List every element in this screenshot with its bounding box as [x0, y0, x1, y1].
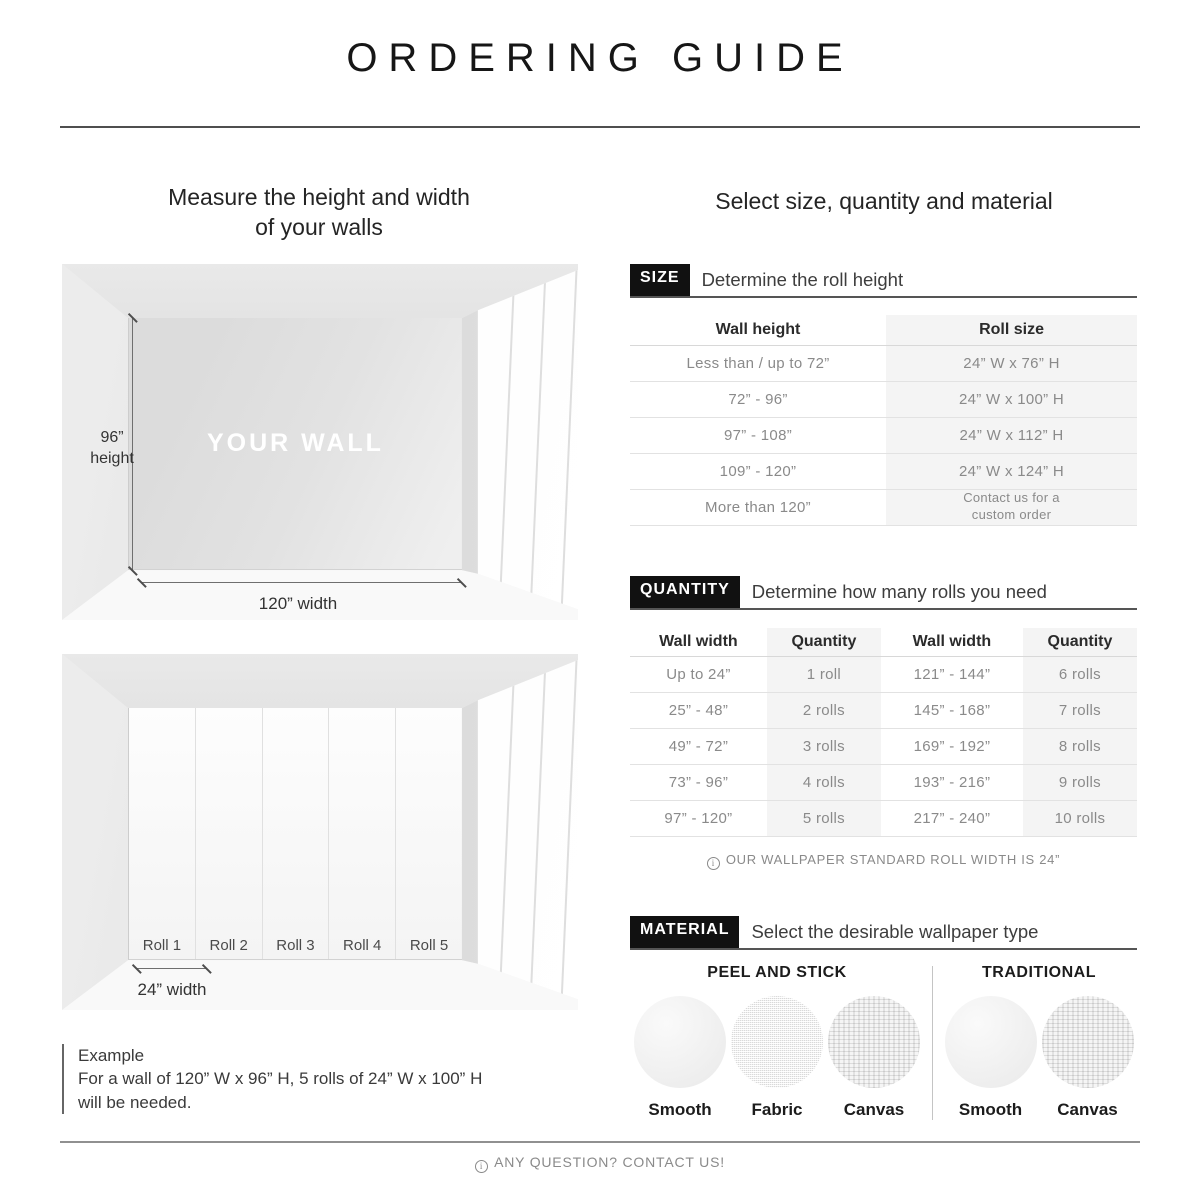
- window-mullion: [559, 264, 577, 620]
- qty-col-quantity-2: Quantity: [1023, 628, 1137, 656]
- quantity-table-row: [630, 692, 1137, 728]
- wall-width-cell: 49” - 72”: [630, 728, 767, 764]
- wall-height-cell: 97” - 108”: [630, 417, 886, 453]
- room-illustration-your-wall: [62, 264, 578, 620]
- roll-size-cell: [886, 489, 1137, 525]
- size-section-label: SIZE: [630, 264, 690, 296]
- wallpaper-panels: [129, 708, 462, 959]
- material-group-divider: [932, 966, 933, 1120]
- quantity-cell: 4 rolls: [767, 764, 881, 800]
- material-group-peel-and-stick: [630, 964, 924, 1120]
- footer-divider: [60, 1141, 1140, 1143]
- roll-size-cell: 24” W x 124” H: [886, 453, 1137, 489]
- wallpaper-panel: [129, 708, 196, 959]
- roll-label: Roll 5: [409, 937, 449, 955]
- size-table-row: [630, 381, 1137, 417]
- size-table: [630, 315, 1137, 526]
- left-heading-line1: Measure the height and width: [168, 184, 470, 210]
- example-line2: will be needed.: [78, 1092, 192, 1112]
- swatch-smooth: [634, 996, 726, 1120]
- quantity-cell: 2 rolls: [767, 692, 881, 728]
- height-word: height: [90, 449, 134, 467]
- material-section-label: MATERIAL: [630, 916, 739, 948]
- swatch-row: [630, 996, 924, 1120]
- room-back-wall: [128, 318, 462, 570]
- size-col-roll-size: Roll size: [886, 315, 1137, 345]
- quantity-section-label: QUANTITY: [630, 576, 740, 608]
- quantity-table-header-row: [630, 628, 1137, 656]
- footer-contact-note: [0, 1154, 1200, 1173]
- smooth-texture-swatch: [634, 996, 726, 1088]
- quantity-cell: 1 roll: [767, 656, 881, 692]
- swatch-label: Fabric: [751, 1100, 803, 1119]
- size-col-wall-height: Wall height: [630, 315, 886, 345]
- roll-size-cell: 24” W x 112” H: [886, 417, 1137, 453]
- quantity-cell: 5 rolls: [767, 800, 881, 836]
- example-title: Example: [78, 1046, 145, 1065]
- swatch-canvas: [1042, 996, 1134, 1120]
- wallpaper-panel: [396, 708, 462, 959]
- smooth-texture-swatch: [945, 996, 1037, 1088]
- height-dimension-label: [66, 428, 158, 470]
- swatch-row: [941, 996, 1137, 1120]
- window-mullion: [528, 264, 546, 620]
- quantity-table-row: [630, 764, 1137, 800]
- width-measure-line: [142, 582, 462, 583]
- room-back-wall: [128, 708, 462, 960]
- size-section: [630, 264, 1137, 526]
- quantity-cell: 9 rolls: [1023, 764, 1137, 800]
- custom-order-note: Contact us for a custom order: [963, 490, 1060, 522]
- info-icon: i: [707, 857, 720, 870]
- qty-col-quantity-1: Quantity: [767, 628, 881, 656]
- roll-size-cell: 24” W x 76” H: [886, 345, 1137, 381]
- wall-height-cell: 109” - 120”: [630, 453, 886, 489]
- canvas-texture-swatch: [828, 996, 920, 1088]
- qty-col-wall-width-1: Wall width: [630, 628, 767, 656]
- quantity-section: [630, 576, 1137, 870]
- title-divider: [60, 126, 1140, 128]
- material-group-name: PEEL AND STICK: [707, 964, 847, 981]
- quantity-section-header: [630, 576, 1137, 610]
- quantity-table-row: [630, 728, 1137, 764]
- wallpaper-panel: [263, 708, 330, 959]
- window-mullion: [498, 264, 516, 620]
- roll-size-cell: 24” W x 100” H: [886, 381, 1137, 417]
- quantity-cell: 8 rolls: [1023, 728, 1137, 764]
- canvas-texture-swatch: [1042, 996, 1134, 1088]
- wall-width-cell: 193” - 216”: [881, 764, 1023, 800]
- right-column-heading: Select size, quantity and material: [715, 188, 1053, 214]
- quantity-table-row: [630, 800, 1137, 836]
- size-table-row: [630, 453, 1137, 489]
- wall-height-cell: Less than / up to 72”: [630, 345, 886, 381]
- footer-contact-text: ANY QUESTION? CONTACT US!: [494, 1154, 725, 1170]
- wall-width-cell: 25” - 48”: [630, 692, 767, 728]
- window-mullion: [528, 654, 546, 1010]
- wall-height-cell: More than 120”: [630, 489, 886, 525]
- wallpaper-panel: [329, 708, 396, 959]
- roll-label: Roll 3: [276, 937, 315, 955]
- size-section-header: [630, 264, 1137, 298]
- room-illustration-rolls: [62, 654, 578, 1010]
- size-table-row: [630, 345, 1137, 381]
- window-mullion: [559, 654, 577, 1010]
- wall-width-cell: 145” - 168”: [881, 692, 1023, 728]
- window-mullion: [498, 654, 516, 1010]
- left-heading-line2: of your walls: [255, 214, 383, 241]
- swatch-label: Canvas: [1057, 1100, 1118, 1119]
- quantity-cell: 3 rolls: [767, 728, 881, 764]
- size-section-title: Determine the roll height: [701, 269, 904, 290]
- your-wall-label: YOUR WALL: [206, 428, 384, 457]
- swatch-smooth: [945, 996, 1037, 1120]
- height-value: 96”: [100, 429, 124, 446]
- material-section: [630, 916, 1137, 1120]
- page-title: ORDERING GUIDE: [346, 36, 854, 80]
- swatch-fabric: [731, 996, 823, 1120]
- wall-width-cell: 121” - 144”: [881, 656, 1023, 692]
- quantity-section-title: Determine how many rolls you need: [751, 581, 1047, 602]
- material-section-header: [630, 916, 1137, 950]
- fabric-texture-swatch: [731, 996, 823, 1088]
- wall-width-cell: 217” - 240”: [881, 800, 1023, 836]
- example-block: [62, 1044, 582, 1114]
- wallpaper-panel: [196, 708, 263, 959]
- roll-label: Roll 1: [142, 937, 182, 955]
- wall-width-cell: Up to 24”: [630, 656, 767, 692]
- quantity-cell: 6 rolls: [1023, 656, 1137, 692]
- quantity-table-row: [630, 656, 1137, 692]
- wall-height-cell: 72” - 96”: [630, 381, 886, 417]
- roll-label: Roll 4: [343, 937, 382, 955]
- swatch-label: Smooth: [648, 1100, 712, 1119]
- roll-label: Roll 2: [209, 937, 248, 955]
- size-table-row: [630, 417, 1137, 453]
- info-icon: i: [475, 1160, 488, 1173]
- wall-width-cell: 73” - 96”: [630, 764, 767, 800]
- size-table-header-row: [630, 315, 1137, 345]
- roll-width-note: [630, 852, 1137, 870]
- material-groups: [630, 964, 1137, 1120]
- qty-col-wall-width-2: Wall width: [881, 628, 1023, 656]
- roll-width-dimension-label: 24” width: [137, 980, 207, 999]
- size-table-row: [630, 489, 1137, 525]
- material-section-title: Select the desirable wallpaper type: [751, 921, 1039, 942]
- quantity-cell: 7 rolls: [1023, 692, 1137, 728]
- quantity-table: [630, 628, 1137, 837]
- swatch-label: Canvas: [843, 1100, 905, 1119]
- material-group-name: TRADITIONAL: [982, 964, 1096, 981]
- wall-width-cell: 97” - 120”: [630, 800, 767, 836]
- swatch-label: Smooth: [958, 1100, 1023, 1119]
- left-column-heading: [60, 182, 578, 243]
- wall-width-cell: 169” - 192”: [881, 728, 1023, 764]
- quantity-cell: 10 rolls: [1023, 800, 1137, 836]
- roll-width-measure-line: [137, 968, 207, 969]
- material-group-traditional: [941, 964, 1137, 1120]
- width-dimension-label: 120” width: [258, 594, 338, 613]
- swatch-canvas: [828, 996, 920, 1120]
- roll-width-note-text: OUR WALLPAPER STANDARD ROLL WIDTH IS 24”: [725, 851, 1061, 867]
- example-line1: For a wall of 120” W x 96” H, 5 rolls of 24” W x 100” H: [78, 1069, 483, 1089]
